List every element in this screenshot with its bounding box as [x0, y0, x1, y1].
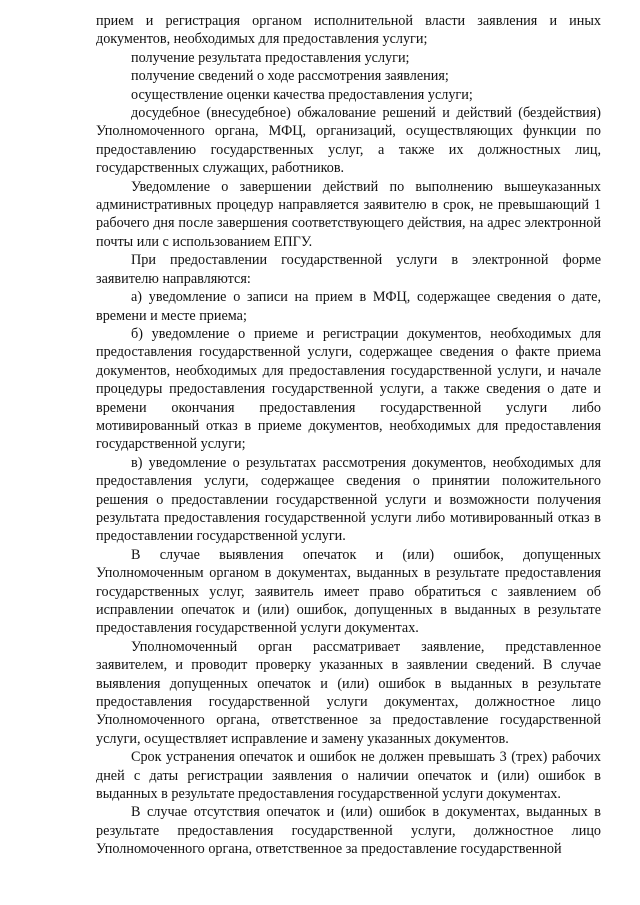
paragraph-2: получение результата предоставления услуги; — [131, 49, 410, 66]
paragraph-4: осуществление оценки качества предоставления услуги; — [131, 86, 473, 103]
paragraph-11: В случае выявления опечаток и (или) ошибок, допущенных Уполномоченным органом в документах, выданных в результате предоставления государственных услуг, заявитель имеет право обратиться с заявлением об исправлении опечаток и (или) ошибок, допущенных в выданных в результате предоставления государственной услуги документах. — [96, 546, 601, 637]
paragraph-7: При предоставлении государственной услуги в электронной форме заявителю направляются: — [96, 252, 601, 287]
paragraph-3: получение сведений о ходе рассмотрения заявления; — [131, 68, 449, 85]
paragraph-13: Срок устранения опечаток и ошибок не должен превышать 3 (трех) рабочих дней с даты регистрации заявления о наличии опечаток и (или) ошибок в выданных в результате предоставления государственной услуги документах. — [96, 749, 601, 803]
paragraph-8: а) уведомление о записи на прием в МФЦ, содержащее сведения о дате, времени и месте приема; — [96, 289, 601, 324]
paragraph-9: б) уведомление о приеме и регистрации документов, необходимых для предоставления государственной услуги, содержащее сведения о факте приема документов, необходимых для предоставления государственной услуги, и начале процедуры предоставления государственной услуги, а также сведения о дате и времени окончания предоставления государственной услуги либо мотивированный отказ в приеме документов, необходимых для предоставления государственной услуги; — [96, 325, 601, 453]
paragraph-1: прием и регистрация органом исполнительной власти заявления и иных документов, необходимых для предоставления услуги; — [96, 13, 601, 48]
paragraph-10: в) уведомление о результатах рассмотрения документов, необходимых для предоставления услуги, содержащее сведения о принятии положительного решения о предоставлении государственной услуги и возможности получения результата предоставления государственной услуги либо мотивированный отказ в предоставлении государственной услуги. — [96, 454, 601, 545]
paragraph-5: досудебное (внесудебное) обжалование решений и действий (бездействия) Уполномоченного органа, МФЦ, организаций, осуществляющих функции по предоставлению государственных услуг, а также их должностных лиц, государственных служащих, работников. — [96, 105, 601, 177]
paragraph-14: В случае отсутствия опечаток и (или) ошибок в документах, выданных в результате предоставления государственной услуги, должностное лицо Уполномоченного органа, ответственное за предоставление государственной — [96, 804, 601, 858]
paragraph-12: Уполномоченный орган рассматривает заявление, представленное заявителем, и проводит проверку указанных в заявлении сведений. В случае выявления допущенных опечаток и (или) ошибок в выданных в результате предоставления государственной услуги документах, должностное лицо Уполномоченного органа, ответственное за предоставление государственной услуги, осуществляет исправление и замену указанных документов. — [96, 638, 601, 747]
document-page — [96, 12, 601, 859]
paragraph-6: Уведомление о завершении действий по выполнению вышеуказанных административных процедур направляется заявителю в срок, не превышающий 1 рабочего дня после завершения соответствующего действия, на адрес электронной почты или с использованием ЕПГУ. — [96, 178, 601, 250]
